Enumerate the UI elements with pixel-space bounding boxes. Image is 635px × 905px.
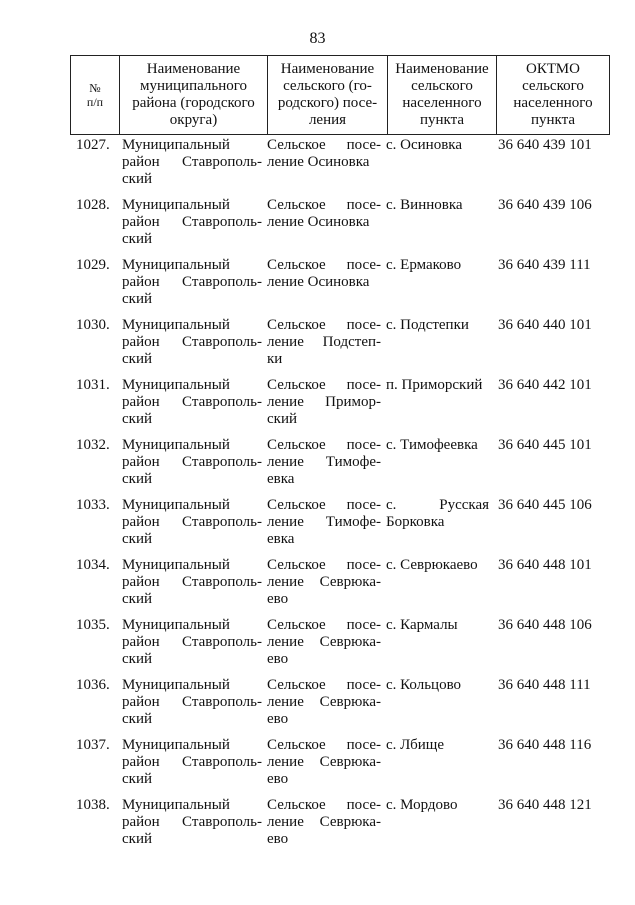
district-name-line: ский	[122, 771, 152, 787]
oktmo-code-line: 36 640 448 106	[498, 617, 592, 633]
locality-name-line: с. Винновка	[386, 197, 463, 213]
district-name-line: Муниципальный	[122, 497, 230, 513]
settlement-name	[265, 257, 384, 317]
locality-name-line: с. Кольцово	[386, 677, 462, 693]
district-name-line: Муниципальный	[122, 137, 230, 153]
district-name-line: Муниципальный	[122, 557, 230, 573]
table-header	[70, 55, 610, 135]
locality-name-line: с. Осиновка	[386, 137, 463, 153]
locality-name-line: с. Севрюкаево	[386, 557, 478, 573]
oktmo-code-line: 36 640 448 111	[498, 677, 591, 693]
locality-name	[384, 257, 492, 317]
settlement-name	[265, 437, 384, 497]
row-number	[70, 617, 118, 677]
settlement-name-line: ление Примор-	[267, 394, 381, 410]
settlement-name-line: ление Севрюка-	[267, 634, 381, 650]
settlement-name-line: ление Осиновка	[267, 214, 370, 230]
row-number	[70, 797, 118, 857]
table-row	[70, 677, 604, 737]
oktmo-code-line: 36 640 448 116	[498, 737, 592, 753]
header-line: сельского	[522, 78, 584, 94]
oktmo-code	[492, 197, 604, 257]
locality-name-line: Борковка	[386, 514, 445, 530]
row-number-line: 1038.	[76, 797, 110, 813]
locality-name-line: с. Ермаково	[386, 257, 462, 273]
district-name-line: ский	[122, 471, 152, 487]
settlement-name-line: ево	[267, 591, 289, 607]
oktmo-code	[492, 797, 604, 857]
settlement-name	[265, 737, 384, 797]
oktmo-code	[492, 557, 604, 617]
district-name-line: Муниципальный	[122, 617, 230, 633]
district-name-line: район Ставрополь-	[122, 514, 262, 530]
oktmo-code-line: 36 640 448 121	[498, 797, 592, 813]
oktmo-code	[492, 617, 604, 677]
locality-name	[384, 617, 492, 677]
district-name-line: ский	[122, 291, 152, 307]
district-name-line: ский	[122, 351, 152, 367]
settlement-name-line: евка	[267, 531, 295, 547]
header-line: ления	[308, 112, 347, 128]
district-name-line: район Ставрополь-	[122, 274, 262, 290]
district-name	[118, 677, 265, 737]
district-name	[118, 197, 265, 257]
district-name	[118, 317, 265, 377]
header-line: №	[89, 81, 101, 95]
oktmo-code	[492, 137, 604, 197]
settlement-name-line: ление Севрюка-	[267, 814, 381, 830]
row-number	[70, 677, 118, 737]
settlement-name-line: Сельское посе-	[267, 317, 381, 333]
district-name-line: район Ставрополь-	[122, 154, 262, 170]
settlement-name	[265, 137, 384, 197]
header-district	[120, 56, 268, 135]
district-name-line: ский	[122, 591, 152, 607]
settlement-name	[265, 677, 384, 737]
oktmo-code-line: 36 640 448 101	[498, 557, 592, 573]
table-row	[70, 797, 604, 857]
district-name-line: Муниципальный	[122, 377, 230, 393]
row-number-line: 1030.	[76, 317, 110, 333]
row-number-line: 1034.	[76, 557, 110, 573]
settlement-name	[265, 557, 384, 617]
header-line: пункта	[530, 112, 576, 128]
locality-name	[384, 377, 492, 437]
district-name-line: район Ставрополь-	[122, 814, 262, 830]
district-name-line: ский	[122, 531, 152, 547]
settlement-name-line: Сельское посе-	[267, 197, 381, 213]
locality-name-line: с. Тимофеевка	[386, 437, 478, 453]
row-number-line: 1035.	[76, 617, 110, 633]
district-name-line: район Ставрополь-	[122, 634, 262, 650]
district-name-line: Муниципальный	[122, 677, 230, 693]
settlement-name-line: ление Севрюка-	[267, 694, 381, 710]
settlement-name-line: Сельское посе-	[267, 557, 381, 573]
settlement-name-line: Сельское посе-	[267, 617, 381, 633]
header-line: п/п	[86, 95, 104, 109]
settlement-name-line: ление Осиновка	[267, 154, 370, 170]
table-row	[70, 377, 604, 437]
row-number-line: 1031.	[76, 377, 110, 393]
oktmo-code	[492, 377, 604, 437]
oktmo-code	[492, 257, 604, 317]
header-line: округа)	[169, 112, 218, 128]
district-name-line: Муниципальный	[122, 437, 230, 453]
oktmo-code	[492, 677, 604, 737]
table-row	[70, 137, 604, 197]
district-name-line: район Ставрополь-	[122, 334, 262, 350]
settlement-name-line: ление Тимофе-	[267, 514, 381, 530]
oktmo-code-line: 36 640 439 106	[498, 197, 592, 213]
settlement-name-line: Сельское посе-	[267, 797, 381, 813]
row-number	[70, 377, 118, 437]
settlement-name-line: ление Севрюка-	[267, 574, 381, 590]
row-number	[70, 257, 118, 317]
locality-name	[384, 437, 492, 497]
row-number	[70, 737, 118, 797]
oktmo-code-line: 36 640 439 101	[498, 137, 592, 153]
oktmo-code	[492, 437, 604, 497]
oktmo-code	[492, 737, 604, 797]
settlement-name-line: Сельское посе-	[267, 437, 381, 453]
table-row	[70, 197, 604, 257]
settlement-name-line: ево	[267, 771, 289, 787]
header-line: Наименование	[146, 61, 241, 77]
settlement-name-line: ево	[267, 711, 289, 727]
header-number	[71, 56, 120, 135]
district-name	[118, 737, 265, 797]
header-line: сельского (го-	[283, 78, 372, 94]
header-line: сельского	[411, 78, 473, 94]
settlement-name-line: ки	[267, 351, 283, 367]
district-name-line: ский	[122, 711, 152, 727]
settlement-name-line: ский	[267, 411, 297, 427]
settlement-name-line: ево	[267, 831, 289, 847]
row-number-line: 1028.	[76, 197, 110, 213]
row-number-line: 1036.	[76, 677, 110, 693]
settlement-name	[265, 797, 384, 857]
district-name	[118, 377, 265, 437]
locality-name	[384, 317, 492, 377]
oktmo-code-line: 36 640 445 101	[498, 437, 592, 453]
district-name	[118, 497, 265, 557]
row-number-line: 1033.	[76, 497, 110, 513]
district-name	[118, 557, 265, 617]
oktmo-code-line: 36 640 439 111	[498, 257, 591, 273]
header-line: населенного	[513, 95, 593, 111]
table-row	[70, 557, 604, 617]
header-line: ОКТМО	[526, 61, 580, 77]
settlement-name	[265, 497, 384, 557]
header-line: населенного	[402, 95, 482, 111]
table-row	[70, 737, 604, 797]
district-name-line: район Ставрополь-	[122, 214, 262, 230]
settlement-name-line: ево	[267, 651, 289, 667]
district-name-line: район Ставрополь-	[122, 754, 262, 770]
oktmo-code-line: 36 640 445 106	[498, 497, 592, 513]
oktmo-code	[492, 317, 604, 377]
row-number-line: 1032.	[76, 437, 110, 453]
settlement-name	[265, 617, 384, 677]
table-row	[70, 617, 604, 677]
settlement-name-line: ление Подстеп-	[267, 334, 381, 350]
locality-name-line: с. Мордово	[386, 797, 458, 813]
locality-name-line: с. Русская	[386, 497, 489, 513]
district-name	[118, 137, 265, 197]
row-number-line: 1037.	[76, 737, 110, 753]
district-name-line: Муниципальный	[122, 797, 230, 813]
locality-name	[384, 197, 492, 257]
district-name-line: Муниципальный	[122, 737, 230, 753]
oktmo-code-line: 36 640 440 101	[498, 317, 592, 333]
settlement-name-line: евка	[267, 471, 295, 487]
settlement-name-line: Сельское посе-	[267, 497, 381, 513]
settlement-name-line: ление Осиновка	[267, 274, 370, 290]
district-name-line: ский	[122, 411, 152, 427]
row-number	[70, 197, 118, 257]
district-name-line: район Ставрополь-	[122, 394, 262, 410]
district-name-line: район Ставрополь-	[122, 694, 262, 710]
header-line: пункта	[419, 112, 465, 128]
settlement-name-line: Сельское посе-	[267, 677, 381, 693]
district-name	[118, 617, 265, 677]
locality-name	[384, 497, 492, 557]
page-number: 83	[309, 30, 326, 47]
locality-name-line: с. Кармалы	[386, 617, 458, 633]
table-row	[70, 257, 604, 317]
header-line: района (городского	[132, 95, 255, 111]
district-name-line: район Ставрополь-	[122, 454, 262, 470]
header-line: муниципального	[139, 78, 248, 94]
settlement-name	[265, 317, 384, 377]
row-number	[70, 317, 118, 377]
row-number-line: 1027.	[76, 137, 110, 153]
settlement-name-line: Сельское посе-	[267, 737, 381, 753]
district-name-line: ский	[122, 651, 152, 667]
district-name	[118, 257, 265, 317]
row-number-line: 1029.	[76, 257, 110, 273]
district-name	[118, 437, 265, 497]
header-line: Наименование	[395, 61, 489, 77]
locality-name-line: с. Подстепки	[386, 317, 469, 333]
header-locality	[388, 56, 497, 135]
header-oktmo	[497, 56, 610, 135]
locality-name	[384, 557, 492, 617]
locality-name	[384, 677, 492, 737]
settlement-name-line: ление Тимофе-	[267, 454, 381, 470]
row-number	[70, 137, 118, 197]
locality-name	[384, 137, 492, 197]
locality-name	[384, 797, 492, 857]
district-name-line: Муниципальный	[122, 197, 230, 213]
settlement-name-line: Сельское посе-	[267, 257, 381, 273]
table-row	[70, 497, 604, 557]
header-settlement	[268, 56, 388, 135]
table-body	[70, 137, 604, 857]
settlement-name-line: ление Севрюка-	[267, 754, 381, 770]
header-line: Наименование	[280, 61, 375, 77]
district-name-line: ский	[122, 231, 152, 247]
header-line: родского) посе-	[277, 95, 378, 111]
district-name	[118, 797, 265, 857]
row-number	[70, 437, 118, 497]
table-row	[70, 317, 604, 377]
locality-name	[384, 737, 492, 797]
district-name-line: ский	[122, 171, 152, 187]
district-name-line: Муниципальный	[122, 317, 230, 333]
oktmo-code-line: 36 640 442 101	[498, 377, 592, 393]
locality-name-line: с. Лбище	[386, 737, 445, 753]
table-row	[70, 437, 604, 497]
settlement-name	[265, 377, 384, 437]
settlement-name-line: Сельское посе-	[267, 377, 381, 393]
district-name-line: район Ставрополь-	[122, 574, 262, 590]
settlement-name	[265, 197, 384, 257]
oktmo-code	[492, 497, 604, 557]
row-number	[70, 497, 118, 557]
settlement-name-line: Сельское посе-	[267, 137, 381, 153]
row-number	[70, 557, 118, 617]
district-name-line: ский	[122, 831, 152, 847]
locality-name-line: п. Приморский	[386, 377, 483, 393]
district-name-line: Муниципальный	[122, 257, 230, 273]
